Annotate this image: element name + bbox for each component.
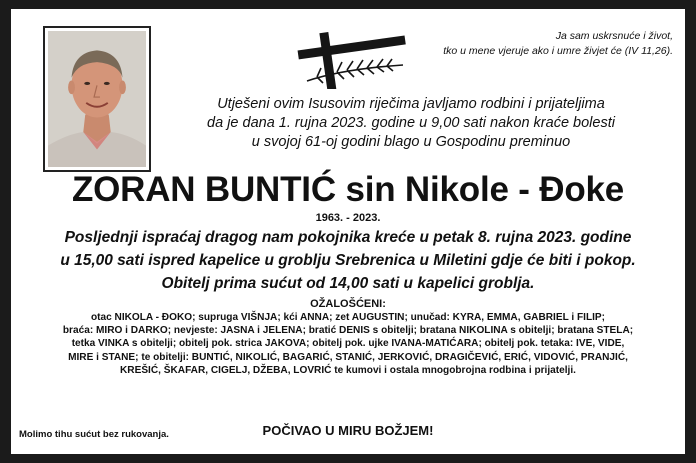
portrait-frame [43,26,151,172]
intro-text [161,95,661,152]
deceased-parent: sin Nikole - Đoke [345,170,625,209]
condolence-note: Molimo tihu sućut bez rukovanja. [19,429,169,440]
intro-line-2: da je dana 1. rujna 2023. godine u 9,00 sati nakon kraće bolesti [207,115,615,131]
intro-line-1: Utješeni ovim Isusovim riječima javljamo rodbini i prijateljima [217,96,605,112]
mourners-line-3: tetka VINKA s obitelji; obitelj pok. strica JAKOVA; obitelj pok. ujke IVANA-MATIĆARA; obitelj pok. tetaka: IVE, VIDE, [71,338,625,350]
portrait-photo [48,31,146,167]
intro-line-3: u svojoj 61-oj godini blago u Gospodinu preminuo [251,134,571,150]
life-years: 1963. - 2023. [315,212,381,224]
funeral-line-2: u 15,00 sati ispred kapelice u groblju Srebrenica u Miletini gdje će biti i pokop. [60,252,636,269]
cross-with-palm-icon [293,25,411,89]
mourners-heading: OŽALOŠĆENI: [310,298,386,310]
bible-quote [413,29,673,59]
mourners-line-2: braća: MIRO i DARKO; nevjeste: JASNA i JELENA; bratić DENIS s obitelji; bratana NIKOLINA s obitelji; bratana STELA; [62,325,634,337]
mourners-line-5: KREŠIĆ, ŠKAFAR, CIGELJ, DŽEBA, LOVRIĆ te kumovi i ostala mnogobrojna rodbina i prijatelji. [120,364,576,376]
quote-line-2: tko u mene vjeruje ako i umre živjet će (IV 11,26). [443,45,673,57]
mourners-list [19,311,677,377]
quote-line-1: Ja sam uskrsnuće i život, [555,30,673,42]
funeral-line-3: Obitelj prima sućut od 14,00 sati u kapelici groblja. [161,275,535,292]
funeral-line-1: Posljednji ispraćaj dragog nam pokojnika kreće u petak 8. rujna 2023. godine [64,229,632,246]
deceased-name [11,169,685,211]
funeral-info [31,226,665,295]
mourners-line-4: MIRE i STANE; te obitelji: BUNTIĆ, NIKOLIĆ, BAGARIĆ, STANIĆ, JERKOVIĆ, DRAGIČEVIĆ, ERIĆ, VIDOVIĆ, PRANJIĆ, [68,351,628,363]
deceased-full-name: ZORAN BUNTIĆ [71,170,336,209]
obituary-sheet [11,9,685,454]
rest-in-peace: POČIVAO U MIRU BOŽJEM! [262,423,434,438]
mourners-line-1: otac NIKOLA - ĐOKO; supruga VIŠNJA; kći ANNA; zet AUGUSTIN; unučad: KYRA, EMMA, GABRIEL i FILIP; [90,312,606,323]
